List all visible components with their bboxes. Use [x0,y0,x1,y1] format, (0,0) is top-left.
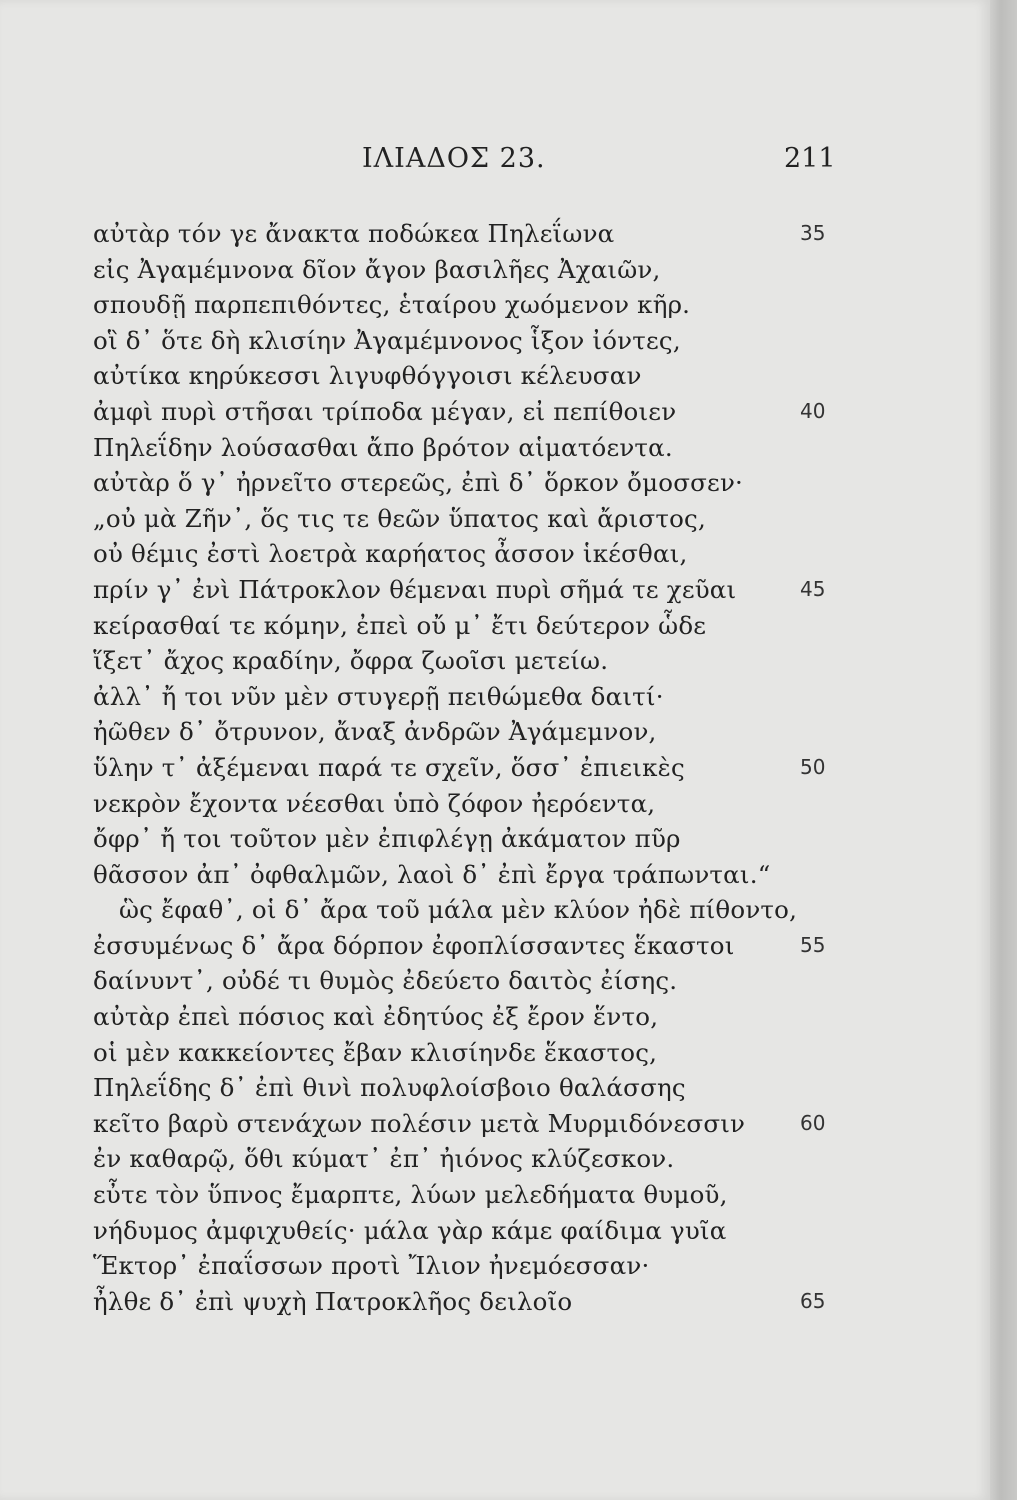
verse-text: εὖτε τὸν ὕπνος ἔμαρπτε, λύων μελεδήματα θυμοῦ, [93,1180,728,1210]
verse-line [0,821,990,857]
verse-line [0,750,990,786]
line-number: 35 [800,221,826,245]
verse-text: αὐτίκα κηρύκεσσι λιγυφθόγγοισι κέλευσαν [93,361,642,391]
verse-text: οὐ θέμις ἐστὶ λοετρὰ καρήατος ἆσσον ἱκέσθαι, [93,539,688,569]
verse-line [0,608,990,644]
verse-line [0,714,990,750]
verse-line [0,928,990,964]
verse-text: νεκρὸν ἔχοντα νέεσθαι ὑπὸ ζόφον ἠερόεντα, [93,788,656,818]
verse-text: αὐτὰρ ὅ γ᾽ ἠρνεῖτο στερεῶς, ἐπὶ δ᾽ ὅρκον ὄμοσσεν· [93,468,744,498]
verse-line [0,892,990,928]
verse-line [0,1106,990,1142]
verse-line [0,1284,990,1320]
verse-line [0,1070,990,1106]
verse-text: οἱ μὲν κακκείοντες ἔβαν κλισίηνδε ἕκαστος, [93,1037,658,1067]
verse-line [0,394,990,430]
page-edge [990,0,1017,1500]
verse-line [0,536,990,572]
verse-text: ὣς ἔφαθ᾽, οἱ δ᾽ ἄρα τοῦ μάλα μὲν κλύον ἠδὲ πίθοντο, [119,895,798,925]
verse-text: ἐσσυμένως δ᾽ ἄρα δόρπον ἐφοπλίσσαντες ἕκαστοι [93,930,735,960]
verse-line [0,358,990,394]
verse-line [0,1177,990,1213]
verse-line [0,501,990,537]
verse-line [0,1248,990,1284]
running-head [0,143,990,183]
verse-text: πρίν γ᾽ ἐνὶ Πάτροκλον θέμεναι πυρὶ σῆμά τε χεῦαι [93,574,737,604]
verse-line [0,1141,990,1177]
verse-text: κεῖτο βαρὺ στενάχων πολέσιν μετὰ Μυρμιδόνεσσιν [93,1108,746,1138]
running-title: ΙΛΙΑΔΟΣ 23. [362,143,546,174]
verse-line [0,1213,990,1249]
verse-text: Πηλεΐδην λούσασθαι ἄπο βρότον αἱματόεντα. [93,432,673,462]
verse-text: ἐν καθαρῷ, ὅθι κύματ᾽ ἐπ᾽ ἠιόνος κλύζεσκον. [93,1144,675,1174]
verse-line [0,857,990,893]
verse-text: Ἕκτορ᾽ ἐπαΐσσων προτὶ Ἴλιον ἠνεμόεσσαν· [93,1251,650,1281]
verse-line [0,430,990,466]
verse-line [0,465,990,501]
line-number: 55 [800,932,826,957]
verse-text: κείρασθαί τε κόμην, ἐπεὶ οὔ μ᾽ ἔτι δεύτερον ὧδε [93,610,707,640]
verse-text: ἵξετ᾽ ἄχος κραδίην, ὄφρα ζωοῖσι μετείω. [93,646,609,676]
verse-text: εἰς Ἀγαμέμνονα δῖον ἄγον βασιλῆες Ἀχαιῶν, [93,254,661,284]
verse-text: ἠῶθεν δ᾽ ὄτρυνον, ἄναξ ἀνδρῶν Ἀγάμεμνον, [93,717,657,747]
verse-line [0,252,990,288]
verse-line [0,287,990,323]
verse-text: οἳ δ᾽ ὅτε δὴ κλισίην Ἀγαμέμνονος ἷξον ἰόντες, [93,325,681,355]
verse-text: ἀμφὶ πυρὶ στῆσαι τρίποδα μέγαν, εἰ πεπίθοιεν [93,396,677,426]
verse-line [0,323,990,359]
verse-text: σπουδῇ παρπεπιθόντες, ἑταίρου χωόμενον κῆρ. [93,290,691,320]
verse-list [0,216,990,1319]
line-number: 60 [800,1110,826,1135]
line-number: 50 [800,754,826,779]
verse-line [0,643,990,679]
verse-line [0,786,990,822]
verse-line [0,1035,990,1071]
line-number: 40 [800,398,826,423]
verse-text: „οὐ μὰ Ζῆν᾽, ὅς τις τε θεῶν ὕπατος καὶ ἄριστος, [93,503,706,533]
verse-text: αὐτὰρ ἐπεὶ πόσιος καὶ ἐδητύος ἐξ ἔρον ἕντο, [93,1002,659,1032]
verse-text: Πηλεΐδης δ᾽ ἐπὶ θινὶ πολυφλοίσβοιο θαλάσσης [93,1073,686,1103]
verse-line [0,679,990,715]
verse-text: νήδυμος ἀμφιχυθείς· μάλα γὰρ κάμε φαίδιμα γυῖα [93,1215,727,1245]
line-number: 65 [800,1288,826,1313]
verse-line [0,999,990,1035]
verse-text: ὄφρ᾽ ἤ τοι τοῦτον μὲν ἐπιφλέγῃ ἀκάματον πῦρ [93,824,681,854]
verse-line [0,963,990,999]
verse-line [0,572,990,608]
verse-text: ἀλλ᾽ ἤ τοι νῦν μὲν στυγερῇ πειθώμεθα δαιτί· [93,681,664,711]
verse-text: θᾶσσον ἀπ᾽ ὀφθαλμῶν, λαοὶ δ᾽ ἐπὶ ἔργα τράπωνται.“ [93,859,771,889]
verse-text: αὐτὰρ τόν γε ἄνακτα ποδώκεα Πηλεΐωνα [93,219,615,248]
verse-line [0,216,990,252]
page-number: 211 [784,143,836,174]
verse-text: ὕλην τ᾽ ἀξέμεναι παρά τε σχεῖν, ὅσσ᾽ ἐπιεικὲς [93,752,685,782]
line-number: 45 [800,576,826,601]
verse-text: δαίνυντ᾽, οὐδέ τι θυμὸς ἐδεύετο δαιτὸς ἐίσης. [93,966,678,996]
verse-text: ἦλθε δ᾽ ἐπὶ ψυχὴ Πατροκλῆος δειλοῖο [93,1286,573,1316]
